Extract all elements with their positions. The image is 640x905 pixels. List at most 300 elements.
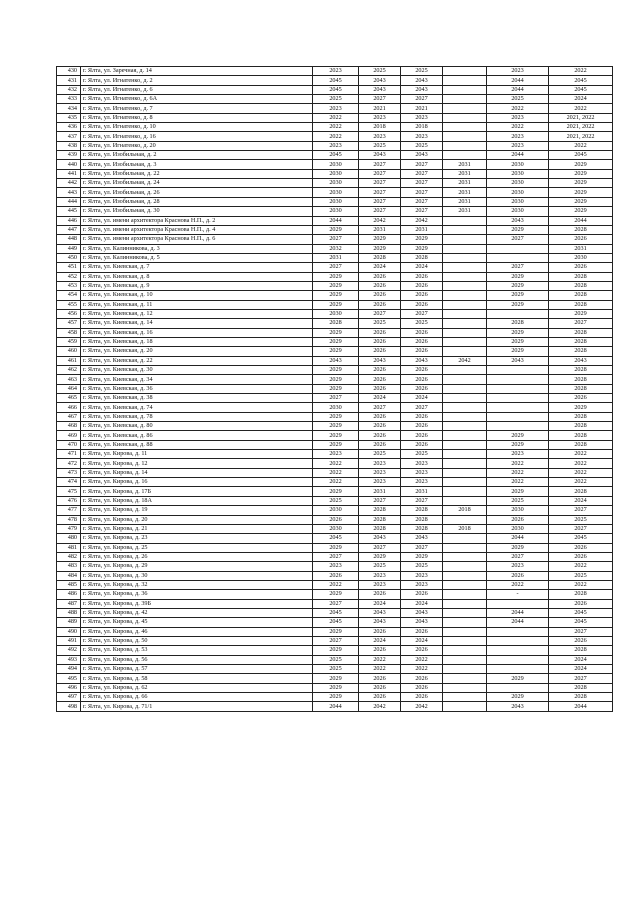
address-cell: г. Ялта, ул. Киевская, д. 86 [81, 431, 313, 440]
year-col-5-cell: 2029 [487, 328, 549, 337]
year-col-5-cell: 2029 [487, 347, 549, 356]
year-col-6-cell: 2045 [549, 85, 613, 94]
year-col-5-cell: 2029 [487, 543, 549, 552]
year-col-5-cell [487, 244, 549, 253]
row-number-cell: 485 [57, 580, 81, 589]
year-col-3-cell: 2022 [401, 655, 443, 664]
address-cell: г. Ялта, ул. Кирова, д. 62 [81, 683, 313, 692]
year-col-3-cell: 2026 [401, 281, 443, 290]
row-number-cell: 480 [57, 534, 81, 543]
year-col-6-cell: 2029 [549, 188, 613, 197]
year-col-2-cell: 2031 [359, 225, 401, 234]
row-number-cell: 438 [57, 141, 81, 150]
address-cell: г. Ялта, ул. Кирова, д. 12 [81, 459, 313, 468]
table-row [57, 468, 613, 477]
row-number-cell: 446 [57, 216, 81, 225]
year-col-2-cell: 2024 [359, 394, 401, 403]
year-col-3-cell: 2026 [401, 328, 443, 337]
year-col-5-cell: 2029 [487, 281, 549, 290]
address-cell: г. Ялта, ул. Киевская, д. 30 [81, 366, 313, 375]
year-col-6-cell: 2028 [549, 291, 613, 300]
year-col-6-cell: 2026 [549, 235, 613, 244]
table-row [57, 599, 613, 608]
year-col-2-cell: 2023 [359, 478, 401, 487]
year-col-1-cell: 2043 [313, 356, 359, 365]
row-number-cell: 476 [57, 496, 81, 505]
year-col-1-cell: 2029 [313, 337, 359, 346]
year-col-5-cell: 2026 [487, 515, 549, 524]
year-col-4-cell [443, 337, 487, 346]
year-col-5-cell: 2043 [487, 702, 549, 711]
address-cell: г. Ялта, ул. Кирова, д. 66 [81, 693, 313, 702]
address-cell: г. Ялта, ул. Киевская, д. 22 [81, 356, 313, 365]
year-col-1-cell: 2023 [313, 104, 359, 113]
year-col-1-cell: 2027 [313, 636, 359, 645]
year-col-4-cell: 2018 [443, 524, 487, 533]
address-cell: г. Ялта, ул. Кирова, д. 58 [81, 674, 313, 683]
year-col-6-cell: 2024 [549, 95, 613, 104]
year-col-2-cell: 2024 [359, 599, 401, 608]
row-number-cell: 493 [57, 655, 81, 664]
year-col-4-cell [443, 309, 487, 318]
year-col-3-cell: 2029 [401, 552, 443, 561]
table-row [57, 693, 613, 702]
year-col-2-cell: 2027 [359, 543, 401, 552]
table-row [57, 300, 613, 309]
year-col-5-cell: 2025 [487, 95, 549, 104]
year-col-1-cell: 2045 [313, 608, 359, 617]
year-col-5-cell: 2025 [487, 496, 549, 505]
year-col-3-cell: 2026 [401, 272, 443, 281]
year-col-3-cell: 2023 [401, 113, 443, 122]
address-cell: г. Ялта, ул. Киевская, д. 16 [81, 328, 313, 337]
year-col-3-cell: 2043 [401, 151, 443, 160]
year-col-2-cell: 2043 [359, 618, 401, 627]
year-col-2-cell: 2018 [359, 123, 401, 132]
address-cell: г. Ялта, ул. имени архитектора Краснова Н.П., д. 6 [81, 235, 313, 244]
year-col-2-cell: 2043 [359, 151, 401, 160]
year-col-1-cell: 2030 [313, 524, 359, 533]
table-row [57, 683, 613, 692]
year-col-6-cell: 2028 [549, 328, 613, 337]
table-row [57, 207, 613, 216]
year-col-2-cell: 2026 [359, 683, 401, 692]
year-col-1-cell: 2030 [313, 506, 359, 515]
year-col-2-cell: 2026 [359, 272, 401, 281]
row-number-cell: 441 [57, 169, 81, 178]
year-col-4-cell [443, 412, 487, 421]
table-row [57, 85, 613, 94]
year-col-1-cell: 2029 [313, 543, 359, 552]
year-col-5-cell: 2029 [487, 487, 549, 496]
year-col-3-cell: 2028 [401, 253, 443, 262]
year-col-1-cell: 2029 [313, 272, 359, 281]
row-number-cell: 487 [57, 599, 81, 608]
year-col-2-cell: 2026 [359, 337, 401, 346]
table-row [57, 328, 613, 337]
year-col-4-cell [443, 132, 487, 141]
year-col-6-cell: 2021, 2022 [549, 123, 613, 132]
table-row [57, 534, 613, 543]
year-col-3-cell: 2024 [401, 394, 443, 403]
year-col-2-cell: 2024 [359, 636, 401, 645]
year-col-3-cell: 2026 [401, 674, 443, 683]
row-number-cell: 472 [57, 459, 81, 468]
year-col-2-cell: 2026 [359, 412, 401, 421]
table-row [57, 440, 613, 449]
year-col-4-cell [443, 123, 487, 132]
address-cell: г. Ялта, ул. Киевская, д. 80 [81, 422, 313, 431]
year-col-3-cell: 2026 [401, 422, 443, 431]
year-col-6-cell: 2029 [549, 207, 613, 216]
year-col-1-cell: 2023 [313, 562, 359, 571]
address-cell: г. Ялта, ул. Изобильная, д. 22 [81, 169, 313, 178]
row-number-cell: 460 [57, 347, 81, 356]
year-col-1-cell: 2030 [313, 160, 359, 169]
table-body [57, 67, 613, 712]
year-col-1-cell: 2025 [313, 665, 359, 674]
address-cell: г. Ялта, ул. Киевская, д. 88 [81, 440, 313, 449]
year-col-6-cell: 2030 [549, 253, 613, 262]
address-cell: г. Ялта, ул. Кирова, д. 53 [81, 646, 313, 655]
year-col-1-cell: 2030 [313, 309, 359, 318]
year-col-4-cell [443, 403, 487, 412]
year-col-5-cell: 2043 [487, 356, 549, 365]
year-col-2-cell: 2026 [359, 422, 401, 431]
row-number-cell: 458 [57, 328, 81, 337]
address-cell: г. Ялта, ул. Калинникова, д. 3 [81, 244, 313, 253]
year-col-6-cell: 2028 [549, 590, 613, 599]
year-col-6-cell: 2028 [549, 646, 613, 655]
year-col-1-cell: 2045 [313, 534, 359, 543]
row-number-cell: 440 [57, 160, 81, 169]
year-col-6-cell: 2028 [549, 431, 613, 440]
year-col-5-cell: 2027 [487, 235, 549, 244]
year-col-2-cell: 2026 [359, 375, 401, 384]
year-col-4-cell: 2031 [443, 160, 487, 169]
year-col-5-cell: 2044 [487, 85, 549, 94]
year-col-5-cell [487, 422, 549, 431]
year-col-4-cell [443, 300, 487, 309]
year-col-5-cell: 2043 [487, 216, 549, 225]
year-col-1-cell: 2029 [313, 366, 359, 375]
table-row [57, 113, 613, 122]
address-cell: г. Ялта, ул. Игнатенко, д. 2 [81, 76, 313, 85]
year-col-4-cell [443, 608, 487, 617]
year-col-1-cell: 2045 [313, 76, 359, 85]
year-col-4-cell [443, 702, 487, 711]
address-cell: г. Ялта, ул. Игнатенко, д. 16 [81, 132, 313, 141]
year-col-2-cell: 2026 [359, 300, 401, 309]
year-col-5-cell: 2044 [487, 608, 549, 617]
year-col-1-cell: 2022 [313, 459, 359, 468]
address-cell: г. Ялта, ул. Калинникова, д. 5 [81, 253, 313, 262]
year-col-4-cell [443, 552, 487, 561]
table-row [57, 459, 613, 468]
year-col-4-cell [443, 319, 487, 328]
year-col-3-cell: 2026 [401, 431, 443, 440]
year-col-1-cell: 2029 [313, 683, 359, 692]
row-number-cell: 491 [57, 636, 81, 645]
year-col-4-cell [443, 216, 487, 225]
table-row [57, 197, 613, 206]
year-col-4-cell [443, 543, 487, 552]
address-cell: г. Ялта, ул. имени архитектора Краснова Н.П., д. 2 [81, 216, 313, 225]
year-col-4-cell [443, 422, 487, 431]
year-col-4-cell [443, 263, 487, 272]
address-cell: г. Ялта, ул. Кирова, д. 57 [81, 665, 313, 674]
year-col-4-cell [443, 478, 487, 487]
address-cell: г. Ялта, ул. Игнатенко, д. 20 [81, 141, 313, 150]
year-col-3-cell: 2027 [401, 95, 443, 104]
year-col-5-cell [487, 636, 549, 645]
year-col-5-cell [487, 683, 549, 692]
address-cell: г. Ялта, ул. Игнатенко, д. 8 [81, 113, 313, 122]
table-row [57, 263, 613, 272]
year-col-3-cell: 2024 [401, 599, 443, 608]
year-col-5-cell: 2029 [487, 225, 549, 234]
table-row [57, 487, 613, 496]
year-col-3-cell: 2025 [401, 67, 443, 76]
table-row [57, 169, 613, 178]
year-col-4-cell [443, 253, 487, 262]
year-col-4-cell [443, 141, 487, 150]
year-col-2-cell: 2026 [359, 674, 401, 683]
year-col-1-cell: 2029 [313, 674, 359, 683]
year-col-2-cell: 2027 [359, 207, 401, 216]
year-col-2-cell: 2024 [359, 263, 401, 272]
year-col-6-cell: 2028 [549, 422, 613, 431]
row-number-cell: 436 [57, 123, 81, 132]
year-col-1-cell: 2022 [313, 468, 359, 477]
year-col-4-cell [443, 571, 487, 580]
year-col-4-cell [443, 272, 487, 281]
year-col-3-cell: 2028 [401, 515, 443, 524]
year-col-1-cell: 2025 [313, 95, 359, 104]
table-row [57, 403, 613, 412]
year-col-3-cell: 2026 [401, 440, 443, 449]
year-col-2-cell: 2023 [359, 571, 401, 580]
year-col-2-cell: 2026 [359, 590, 401, 599]
row-number-cell: 497 [57, 693, 81, 702]
year-col-1-cell: 2030 [313, 169, 359, 178]
address-cell: г. Ялта, ул. Кирова, д. 11 [81, 450, 313, 459]
year-col-1-cell: 2025 [313, 655, 359, 664]
year-col-3-cell: 2026 [401, 347, 443, 356]
address-cell: г. Ялта, ул. Киевская, д. 36 [81, 384, 313, 393]
year-col-1-cell: 2029 [313, 412, 359, 421]
address-cell: г. Ялта, ул. Кирова, д. 29 [81, 562, 313, 571]
year-col-6-cell: 2028 [549, 347, 613, 356]
row-number-cell: 457 [57, 319, 81, 328]
address-cell: г. Ялта, ул. Изобильная, д. 24 [81, 179, 313, 188]
year-col-6-cell: 2027 [549, 524, 613, 533]
year-col-4-cell: 2031 [443, 169, 487, 178]
year-col-6-cell: 2029 [549, 197, 613, 206]
year-col-3-cell: 2042 [401, 216, 443, 225]
table-row [57, 244, 613, 253]
year-col-2-cell: 2043 [359, 608, 401, 617]
year-col-6-cell: 2029 [549, 169, 613, 178]
table-row [57, 216, 613, 225]
row-number-cell: 434 [57, 104, 81, 113]
table-row [57, 76, 613, 85]
year-col-4-cell: 2031 [443, 197, 487, 206]
year-col-6-cell: 2031 [549, 244, 613, 253]
table-row [57, 562, 613, 571]
year-col-1-cell: 2029 [313, 225, 359, 234]
year-col-2-cell: 2027 [359, 169, 401, 178]
year-col-1-cell: 2045 [313, 151, 359, 160]
row-number-cell: 495 [57, 674, 81, 683]
row-number-cell: 477 [57, 506, 81, 515]
row-number-cell: 462 [57, 366, 81, 375]
year-col-3-cell: 2027 [401, 543, 443, 552]
year-col-2-cell: 2028 [359, 515, 401, 524]
year-col-6-cell: 2028 [549, 337, 613, 346]
year-col-1-cell: 2030 [313, 179, 359, 188]
year-col-5-cell: 2022 [487, 123, 549, 132]
year-col-2-cell: 2029 [359, 244, 401, 253]
address-cell: г. Ялта, ул. Киевская, д. 11 [81, 300, 313, 309]
year-col-2-cell: 2027 [359, 496, 401, 505]
year-col-5-cell: 2030 [487, 160, 549, 169]
year-col-2-cell: 2026 [359, 281, 401, 290]
year-col-3-cell: 2043 [401, 608, 443, 617]
address-cell: г. Ялта, ул. Киевская, д. 14 [81, 319, 313, 328]
year-col-4-cell [443, 646, 487, 655]
year-col-2-cell: 2029 [359, 552, 401, 561]
year-col-4-cell [443, 468, 487, 477]
year-col-3-cell: 2025 [401, 141, 443, 150]
year-col-4-cell [443, 599, 487, 608]
table-row [57, 394, 613, 403]
address-cell: г. Ялта, ул. Игнатенко, д. 6А [81, 95, 313, 104]
address-cell: г. Ялта, ул. Кирова, д. 42 [81, 608, 313, 617]
year-col-5-cell [487, 384, 549, 393]
address-cell: г. Ялта, ул. Киевская, д. 8 [81, 272, 313, 281]
year-col-6-cell: 2022 [549, 104, 613, 113]
address-cell: г. Ялта, ул. Кирова, д. 17Б [81, 487, 313, 496]
year-col-2-cell: 2026 [359, 440, 401, 449]
year-col-1-cell: 2028 [313, 319, 359, 328]
year-col-6-cell: 2029 [549, 160, 613, 169]
address-cell: г. Ялта, ул. Игнатенко, д. 7 [81, 104, 313, 113]
year-col-1-cell: 2027 [313, 599, 359, 608]
year-col-3-cell: 2027 [401, 169, 443, 178]
year-col-5-cell: 2023 [487, 67, 549, 76]
year-col-3-cell: 2043 [401, 85, 443, 94]
year-col-1-cell: 2031 [313, 253, 359, 262]
row-number-cell: 490 [57, 627, 81, 636]
year-col-2-cell: 2023 [359, 459, 401, 468]
year-col-2-cell: 2029 [359, 235, 401, 244]
table-row [57, 123, 613, 132]
year-col-5-cell [487, 253, 549, 262]
year-col-3-cell: 2022 [401, 665, 443, 674]
year-col-4-cell [443, 291, 487, 300]
year-col-5-cell: 2030 [487, 179, 549, 188]
year-col-2-cell: 2027 [359, 197, 401, 206]
year-col-5-cell: 2030 [487, 506, 549, 515]
year-col-6-cell: 2021, 2022 [549, 113, 613, 122]
year-col-6-cell: 2028 [549, 375, 613, 384]
year-col-6-cell: 2044 [549, 216, 613, 225]
year-col-6-cell: 2024 [549, 496, 613, 505]
row-number-cell: 474 [57, 478, 81, 487]
year-col-3-cell: 2027 [401, 188, 443, 197]
table-row [57, 309, 613, 318]
year-col-1-cell: 2029 [313, 328, 359, 337]
year-col-4-cell [443, 618, 487, 627]
year-col-6-cell: 2045 [549, 151, 613, 160]
year-col-3-cell: 2021 [401, 104, 443, 113]
year-col-4-cell [443, 515, 487, 524]
year-col-2-cell: 2027 [359, 179, 401, 188]
year-col-1-cell: 2029 [313, 422, 359, 431]
year-col-1-cell: 2022 [313, 580, 359, 589]
year-col-3-cell: 2018 [401, 123, 443, 132]
year-col-1-cell: 2044 [313, 216, 359, 225]
year-col-1-cell: 2029 [313, 384, 359, 393]
row-number-cell: 483 [57, 562, 81, 571]
year-col-3-cell: 2031 [401, 487, 443, 496]
row-number-cell: 464 [57, 384, 81, 393]
year-col-5-cell: 2029 [487, 272, 549, 281]
year-col-1-cell: 2027 [313, 263, 359, 272]
year-col-6-cell: 2024 [549, 655, 613, 664]
year-col-6-cell: 2022 [549, 468, 613, 477]
year-col-6-cell: 2026 [549, 636, 613, 645]
table-row [57, 543, 613, 552]
table-row [57, 478, 613, 487]
address-cell: г. Ялта, ул. Киевская, д. 78 [81, 412, 313, 421]
year-col-1-cell: 2029 [313, 431, 359, 440]
table-row [57, 132, 613, 141]
year-col-3-cell: 2027 [401, 207, 443, 216]
year-col-4-cell [443, 151, 487, 160]
year-col-3-cell: 2028 [401, 506, 443, 515]
year-col-3-cell: 2042 [401, 702, 443, 711]
year-col-5-cell: 2029 [487, 337, 549, 346]
year-col-3-cell: 2026 [401, 384, 443, 393]
year-col-6-cell: 2026 [549, 599, 613, 608]
table-row [57, 655, 613, 664]
row-number-cell: 475 [57, 487, 81, 496]
year-col-5-cell: 2026 [487, 571, 549, 580]
year-col-6-cell: 2045 [549, 618, 613, 627]
year-col-6-cell: 2026 [549, 543, 613, 552]
year-col-6-cell: 2028 [549, 412, 613, 421]
year-col-6-cell: 2028 [549, 384, 613, 393]
year-col-6-cell: 2028 [549, 487, 613, 496]
year-col-6-cell: 2022 [549, 478, 613, 487]
year-col-1-cell: 2022 [313, 478, 359, 487]
table-row [57, 272, 613, 281]
year-col-2-cell: 2028 [359, 253, 401, 262]
table-row [57, 618, 613, 627]
row-number-cell: 465 [57, 394, 81, 403]
row-number-cell: 450 [57, 253, 81, 262]
year-col-5-cell: 2030 [487, 169, 549, 178]
row-number-cell: 444 [57, 197, 81, 206]
address-cell: г. Ялта, ул. Заречная, д. 14 [81, 67, 313, 76]
row-number-cell: 443 [57, 188, 81, 197]
year-col-2-cell: 2026 [359, 646, 401, 655]
year-col-4-cell [443, 95, 487, 104]
year-col-1-cell: 2029 [313, 291, 359, 300]
year-col-3-cell: 2023 [401, 468, 443, 477]
